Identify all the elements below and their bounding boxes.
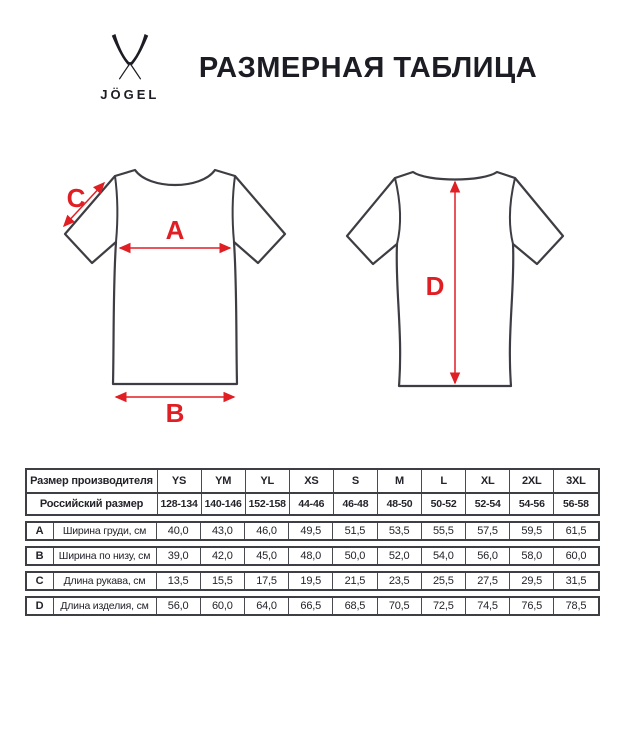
russian-size-value: 54-56 bbox=[509, 494, 553, 514]
dimension-value: 51,5 bbox=[332, 523, 376, 539]
size-column-header: YS bbox=[157, 470, 201, 492]
dimension-value: 42,0 bbox=[200, 548, 244, 564]
table-header-russian-row bbox=[27, 492, 598, 514]
dimension-value: 72,5 bbox=[421, 598, 465, 614]
dimension-value: 43,0 bbox=[200, 523, 244, 539]
size-column-header: XL bbox=[465, 470, 509, 492]
dimension-value: 39,0 bbox=[156, 548, 200, 564]
russian-size-value: 46-48 bbox=[333, 494, 377, 514]
bottom-width-label: B bbox=[165, 398, 185, 426]
dimension-value: 54,0 bbox=[421, 548, 465, 564]
size-column-header: L bbox=[421, 470, 465, 492]
dimension-value: 56,0 bbox=[156, 598, 200, 614]
dimension-value: 57,5 bbox=[465, 523, 509, 539]
russian-size-value: 48-50 bbox=[377, 494, 421, 514]
dimension-name: Ширина груди, см bbox=[53, 523, 156, 539]
size-column-header: XS bbox=[289, 470, 333, 492]
garment-length-label: D bbox=[425, 271, 445, 301]
brand-name: JÖGEL bbox=[100, 87, 160, 102]
russian-size-value: 52-54 bbox=[465, 494, 509, 514]
dimension-value: 60,0 bbox=[553, 548, 597, 564]
back-shirt-diagram bbox=[345, 158, 565, 426]
measurement-row-C bbox=[25, 571, 600, 591]
russian-size-value: 44-46 bbox=[289, 494, 333, 514]
dimension-value: 17,5 bbox=[244, 573, 288, 589]
dimension-name: Ширина по низу, см bbox=[53, 548, 156, 564]
dimension-value: 13,5 bbox=[156, 573, 200, 589]
dimension-value: 78,5 bbox=[553, 598, 597, 614]
size-column-header: 2XL bbox=[509, 470, 553, 492]
chest-width-label: A bbox=[165, 215, 185, 245]
russian-size-value: 56-58 bbox=[553, 494, 597, 514]
size-table bbox=[25, 468, 600, 616]
dimension-value: 49,5 bbox=[288, 523, 332, 539]
dimension-value: 46,0 bbox=[244, 523, 288, 539]
size-column-header: 3XL bbox=[553, 470, 597, 492]
page-title: РАЗМЕРНАЯ ТАБЛИЦА bbox=[198, 51, 538, 84]
dimension-value: 48,0 bbox=[288, 548, 332, 564]
dimension-value: 23,5 bbox=[377, 573, 421, 589]
dimension-value: 21,5 bbox=[332, 573, 376, 589]
dimension-value: 19,5 bbox=[288, 573, 332, 589]
dimension-value: 53,5 bbox=[377, 523, 421, 539]
dimension-value: 74,5 bbox=[465, 598, 509, 614]
dimension-letter: A bbox=[35, 525, 44, 537]
dimension-name: Длина изделия, см bbox=[53, 598, 156, 614]
dimension-value: 55,5 bbox=[421, 523, 465, 539]
size-table-header bbox=[25, 468, 600, 516]
dimension-value: 66,5 bbox=[288, 598, 332, 614]
dimension-value: 45,0 bbox=[244, 548, 288, 564]
dimension-letter: C bbox=[35, 575, 44, 587]
dimension-value: 56,0 bbox=[465, 548, 509, 564]
dimension-value: 61,5 bbox=[553, 523, 597, 539]
dimension-value: 40,0 bbox=[156, 523, 200, 539]
dimension-value: 64,0 bbox=[244, 598, 288, 614]
dimension-letter: B bbox=[35, 550, 44, 562]
dimension-value: 68,5 bbox=[332, 598, 376, 614]
size-column-header: M bbox=[377, 470, 421, 492]
manufacturer-size-label: Размер производителя bbox=[30, 475, 153, 487]
dimension-value: 76,5 bbox=[509, 598, 553, 614]
dimension-value: 15,5 bbox=[200, 573, 244, 589]
table-header-sizes-row bbox=[27, 470, 598, 492]
measurement-row-A bbox=[25, 521, 600, 541]
front-shirt-diagram bbox=[59, 158, 291, 426]
russian-size-value: 140-146 bbox=[201, 494, 245, 514]
size-column-header: YM bbox=[201, 470, 245, 492]
russian-size-value: 50-52 bbox=[421, 494, 465, 514]
dimension-value: 70,5 bbox=[377, 598, 421, 614]
russian-size-label: Российский размер bbox=[39, 498, 144, 510]
dimension-name: Длина рукава, см bbox=[53, 573, 156, 589]
dimension-value: 52,0 bbox=[377, 548, 421, 564]
shirt-diagrams bbox=[0, 158, 624, 426]
table-body bbox=[25, 521, 600, 616]
sleeve-length-label: C bbox=[66, 183, 86, 213]
dimension-value: 25,5 bbox=[421, 573, 465, 589]
dimension-value: 50,0 bbox=[332, 548, 376, 564]
header bbox=[0, 0, 624, 102]
dimension-letter: D bbox=[35, 600, 44, 612]
dimension-value: 59,5 bbox=[509, 523, 553, 539]
measurement-row-B bbox=[25, 546, 600, 566]
dimension-value: 60,0 bbox=[200, 598, 244, 614]
brand-logo bbox=[87, 34, 173, 102]
dimension-value: 58,0 bbox=[509, 548, 553, 564]
dimension-value: 27,5 bbox=[465, 573, 509, 589]
russian-size-value: 152-158 bbox=[245, 494, 289, 514]
jogel-antlers-icon bbox=[107, 34, 153, 84]
measurement-row-D bbox=[25, 596, 600, 616]
russian-size-value: 128-134 bbox=[157, 494, 201, 514]
dimension-value: 29,5 bbox=[509, 573, 553, 589]
front-shirt-outline bbox=[65, 170, 285, 384]
dimension-value: 31,5 bbox=[553, 573, 597, 589]
size-column-header: YL bbox=[245, 470, 289, 492]
size-column-header: S bbox=[333, 470, 377, 492]
